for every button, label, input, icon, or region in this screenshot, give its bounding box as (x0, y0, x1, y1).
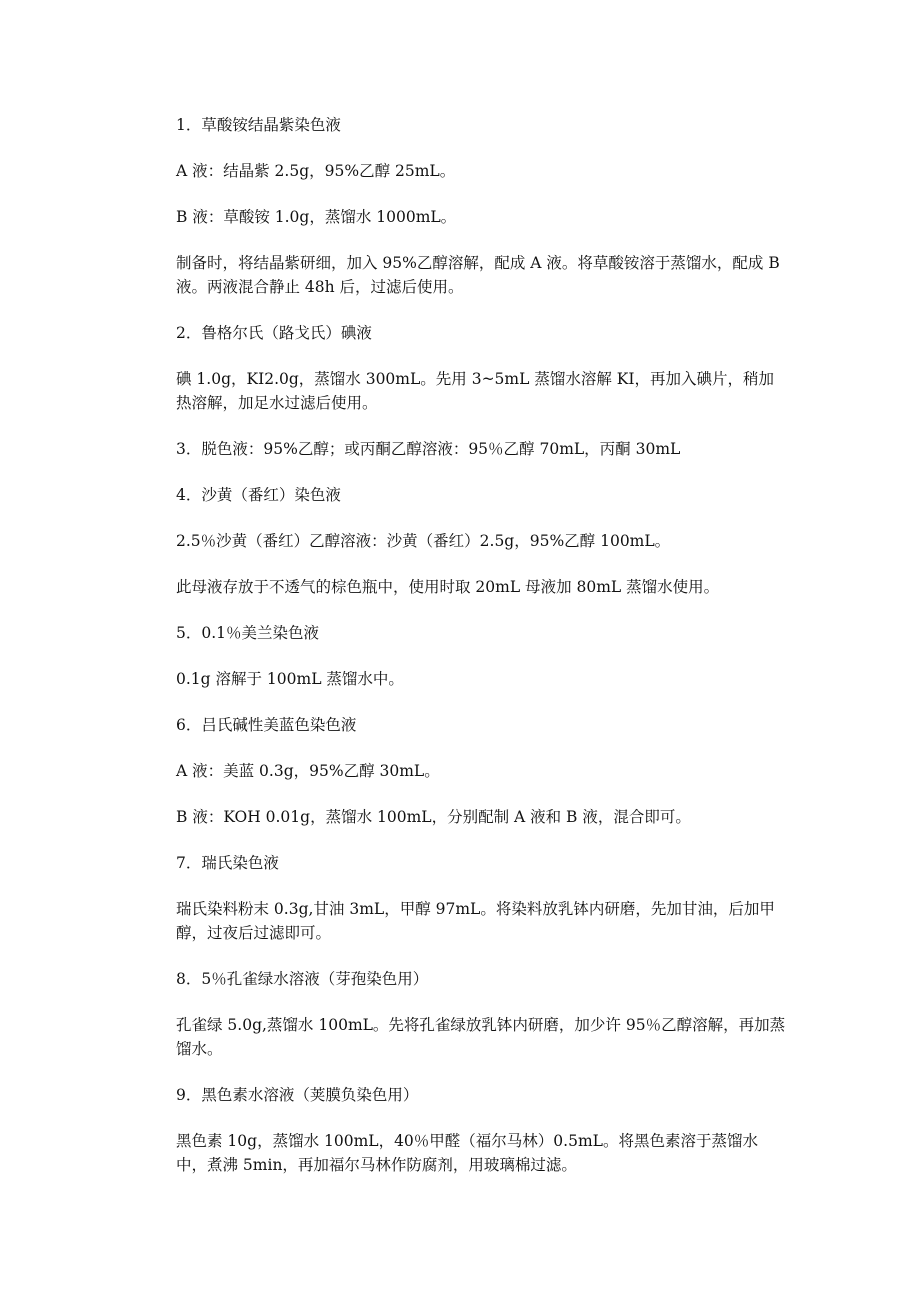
paragraph-preparation-1: 制备时，将结晶紫研细，加入 95%乙醇溶解，配成 A 液。将草酸铵溶于蒸馏水，配成 B 液。两液混合静止 48h 后，过滤后使用。 (176, 254, 780, 296)
paragraph-a-solution-6: A 液：美蓝 0.3g，95%乙醇 30mL。 (176, 762, 440, 780)
paragraph-wright-stain: 瑞氏染料粉末 0.3g,甘油 3mL，甲醇 97mL。将染料放乳钵内研磨，先加甘油，后加甲醇，过夜后过滤即可。 (176, 900, 775, 942)
document-body (176, 113, 786, 1199)
paragraph-safranin-solution: 2.5％沙黄（番红）乙醇溶液：沙黄（番红）2.5g，95%乙醇 100mL。 (176, 532, 671, 550)
section-heading-1: 1．草酸铵结晶紫染色液 (176, 116, 341, 134)
section-heading-7: 7．瑞氏染色液 (176, 854, 279, 872)
paragraph-iodine: 碘 1.0g，KI2.0g，蒸馏水 300mL。先用 3~5mL 蒸馏水溶解 KI，再加入碘片，稍加热溶解，加足水过滤后使用。 (176, 370, 774, 412)
section-heading-9: 9．黑色素水溶液（荚膜负染色用） (176, 1086, 419, 1104)
paragraph-b-solution-1: B 液：草酸铵 1.0g，蒸馏水 1000mL。 (176, 208, 457, 226)
paragraph-malachite-green: 孔雀绿 5.0g,蒸馏水 100mL。先将孔雀绿放乳钵内研磨，加少许 95％乙醇溶解，再加蒸馏水。 (176, 1016, 786, 1058)
paragraph-methylene-blue: 0.1g 溶解于 100mL 蒸馏水中。 (176, 670, 404, 688)
paragraph-a-solution-1: A 液：结晶紫 2.5g，95%乙醇 25mL。 (176, 162, 456, 180)
section-heading-4: 4．沙黄（番红）染色液 (176, 486, 341, 504)
paragraph-safranin-storage: 此母液存放于不透气的棕色瓶中，使用时取 20mL 母液加 80mL 蒸馏水使用。 (176, 578, 720, 596)
section-heading-8: 8．5％孔雀绿水溶液（芽孢染色用） (176, 970, 429, 988)
section-heading-5: 5．0.1％美兰染色液 (176, 624, 320, 642)
paragraph-b-solution-6: B 液：KOH 0.01g，蒸馏水 100mL，分别配制 A 液和 B 液，混合即可。 (176, 808, 691, 826)
section-heading-6: 6．吕氏碱性美蓝色染色液 (176, 716, 357, 734)
section-heading-3: 3．脱色液：95%乙醇；或丙酮乙醇溶液：95％乙醇 70mL，丙酮 30mL (176, 440, 681, 458)
paragraph-nigrosin: 黑色素 10g，蒸馏水 100mL，40％甲醛（福尔马林）0.5mL。将黑色素溶于蒸馏水中，煮沸 5min，再加福尔马林作防腐剂，用玻璃棉过滤。 (176, 1132, 758, 1174)
section-heading-2: 2．鲁格尔氏（路戈氏）碘液 (176, 324, 372, 342)
